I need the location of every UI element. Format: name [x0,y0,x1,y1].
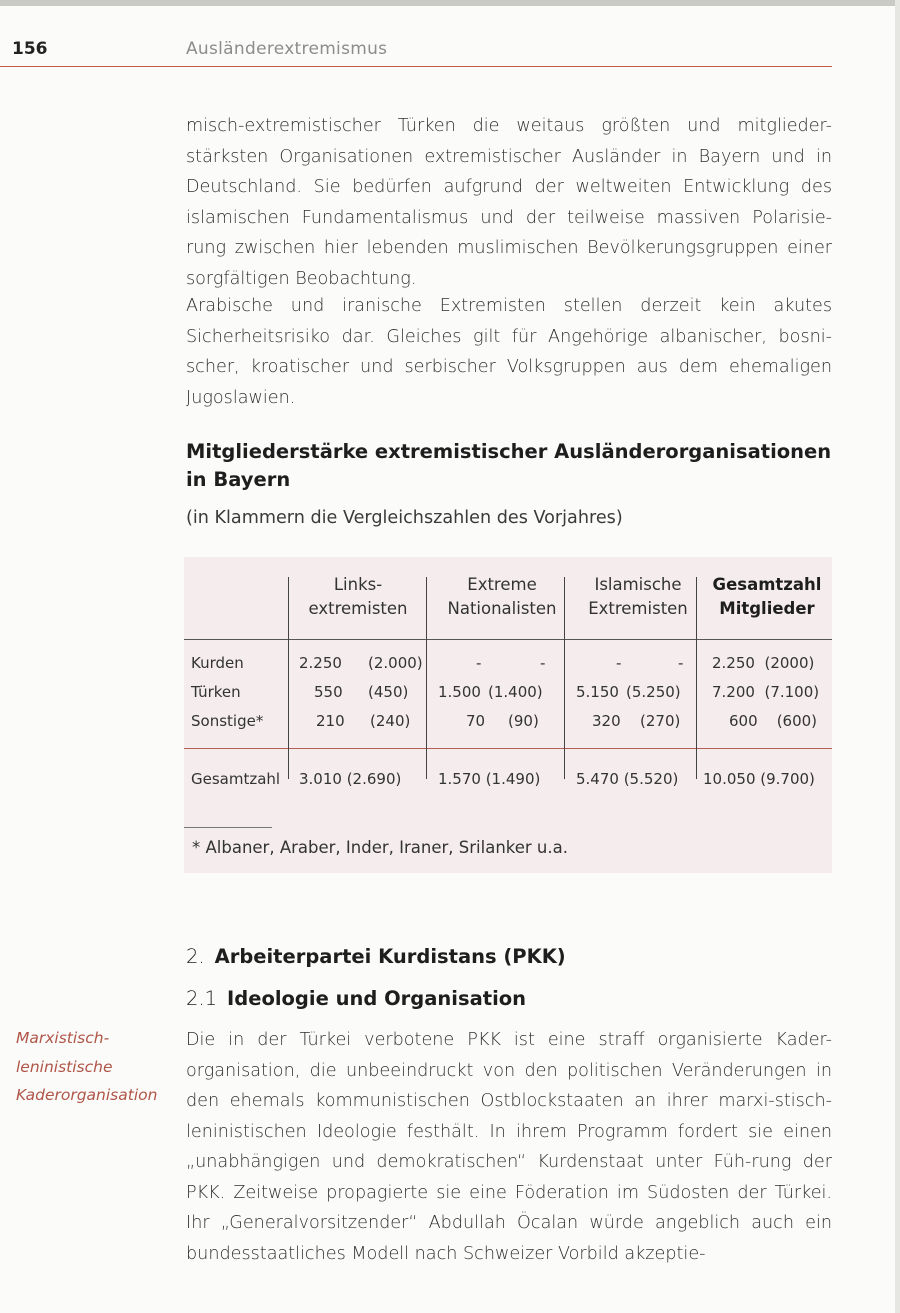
tuerken-links-prev: (450) [368,683,409,701]
table-title: Mitgliederstärke extremistischer Ausländerorganisationen in Bayern [186,440,832,491]
kurden-islam: - [616,654,622,672]
sonstige-islam: 320 [592,712,621,730]
total-islam: 5.470 (5.520) [576,770,679,788]
row-label-sonstige: Sonstige* [191,712,264,730]
section-2-1-number: 2.1 [186,987,218,1010]
header-rule [0,66,832,67]
col-divider-2 [426,577,427,779]
kurden-national-prev: - [540,654,546,672]
col-header-nationalisten [432,573,572,621]
total-rule-line [184,748,832,749]
tuerken-islam-prev: (5.250) [626,683,681,701]
col-header-links-line2: extremisten [308,599,408,618]
col-header-islam-line1: Islamische [594,575,682,594]
margin-note-line1: Marxistisch- [16,1029,110,1047]
col-header-islam-line2: Extremisten [588,599,688,618]
section-2-1-heading [186,987,526,1010]
col-header-links [288,573,428,621]
header-rule-line [184,639,832,640]
tuerken-national-prev: (1.400) [488,683,543,701]
sonstige-links: 210 [316,712,345,730]
total-national: 1.570 (1.490) [438,770,541,788]
intro-paragraph-2: Arabische und iranische Extremisten stellen derzeit kein akutes Sicherheitsrisiko dar. Gleiches gilt für Angehörige albanischer, bosni-scher, kroatischer und serbischer Volksgruppen aus dem ehemaligen Jugoslawien. [186,296,832,408]
kurden-total: 2.250 (2000) [712,654,815,672]
kurden-islam-prev: - [678,654,684,672]
page-number: 156 [12,39,48,59]
section-2-heading [186,945,566,968]
sonstige-islam-prev: (270) [640,712,681,730]
col-header-gesamt [700,573,834,621]
sonstige-national: 70 [466,712,486,730]
margin-note [16,1024,176,1110]
sonstige-total: 600 (600) [729,712,818,730]
margin-note-line3: Kaderorganisation [16,1086,158,1104]
section-2-number: 2. [186,945,205,968]
col-header-total-line2: Mitglieder [719,599,815,618]
page-right-edge [895,0,900,1313]
col-header-national-line2: Nationalisten [447,599,557,618]
col-header-links-line1: Links- [333,575,383,594]
body-paragraph-pkk: Die in der Türkei verbotene PKK ist eine straff organisierte Kader-organisation, die unbeeindruckt von den politischen Veränderungen in den ehemals kommunistischen Ostblockstaaten an ihrer marxi-stisch-leninistischen Ideologie festhält. In ihrem Programm fordert sie einen „unabhängigen und demokratischen“ Kurdenstaat unter Füh-rung der PKK. Zeitweise propagierte sie eine Föderation im Südosten der Türkei. Ihr „Generalvorsitzender“ Abdullah Öcalan würde angeblich auch ein bundesstaatliches Modell nach Schweizer Vorbild akzeptie- [186,1030,832,1264]
membership-table [184,557,832,873]
row-label-tuerken: Türken [191,683,241,701]
row-label-gesamtzahl: Gesamtzahl [191,770,281,788]
kurden-national: - [476,654,482,672]
tuerken-total: 7.200 (7.100) [712,683,820,701]
row-label-kurden: Kurden [191,654,244,672]
kurden-links: 2.250 [299,654,342,672]
col-divider-3 [564,577,565,779]
running-title: Ausländerextremismus [186,39,388,59]
section-2-title: Arbeiterpartei Kurdistans (PKK) [214,945,566,968]
total-gesamt: 10.050 (9.700) [703,770,815,788]
tuerken-islam: 5.150 [576,683,619,701]
page-top-edge [0,0,900,6]
section-2-1-title: Ideologie und Organisation [227,987,527,1010]
kurden-links-prev: (2.000) [368,654,423,672]
intro-paragraph-1: misch-extremistischer Türken die weitaus größten und mitglieder-stärksten Organisationen extremistischer Ausländer in Bayern und in Deutschland. Sie bedürfen aufgrund der weltweiten Entwicklung des islamischen Fundamentalismus und der teilweise massiven Polarisie-rung zwischen hier lebenden muslimischen Bevölkerungsgruppen einer sorgfältigen Beobachtung. [186,116,832,289]
table-footnote: * Albaner, Araber, Inder, Iraner, Srilanker u.a. [192,838,568,857]
footnote-rule [184,827,272,828]
col-header-islamisch [568,573,708,621]
tuerken-links: 550 [314,683,343,701]
sonstige-national-prev: (90) [508,712,539,730]
table-subtitle: (in Klammern die Vergleichszahlen des Vorjahres) [186,508,623,528]
margin-note-line2: leninistische [16,1057,113,1076]
col-header-total-line1: Gesamtzahl [712,575,822,594]
col-divider-4 [696,577,697,779]
col-divider-1 [288,577,289,779]
col-header-national-line1: Extreme [467,575,537,594]
tuerken-national: 1.500 [438,683,481,701]
total-links: 3.010 (2.690) [299,770,402,788]
sonstige-links-prev: (240) [370,712,411,730]
